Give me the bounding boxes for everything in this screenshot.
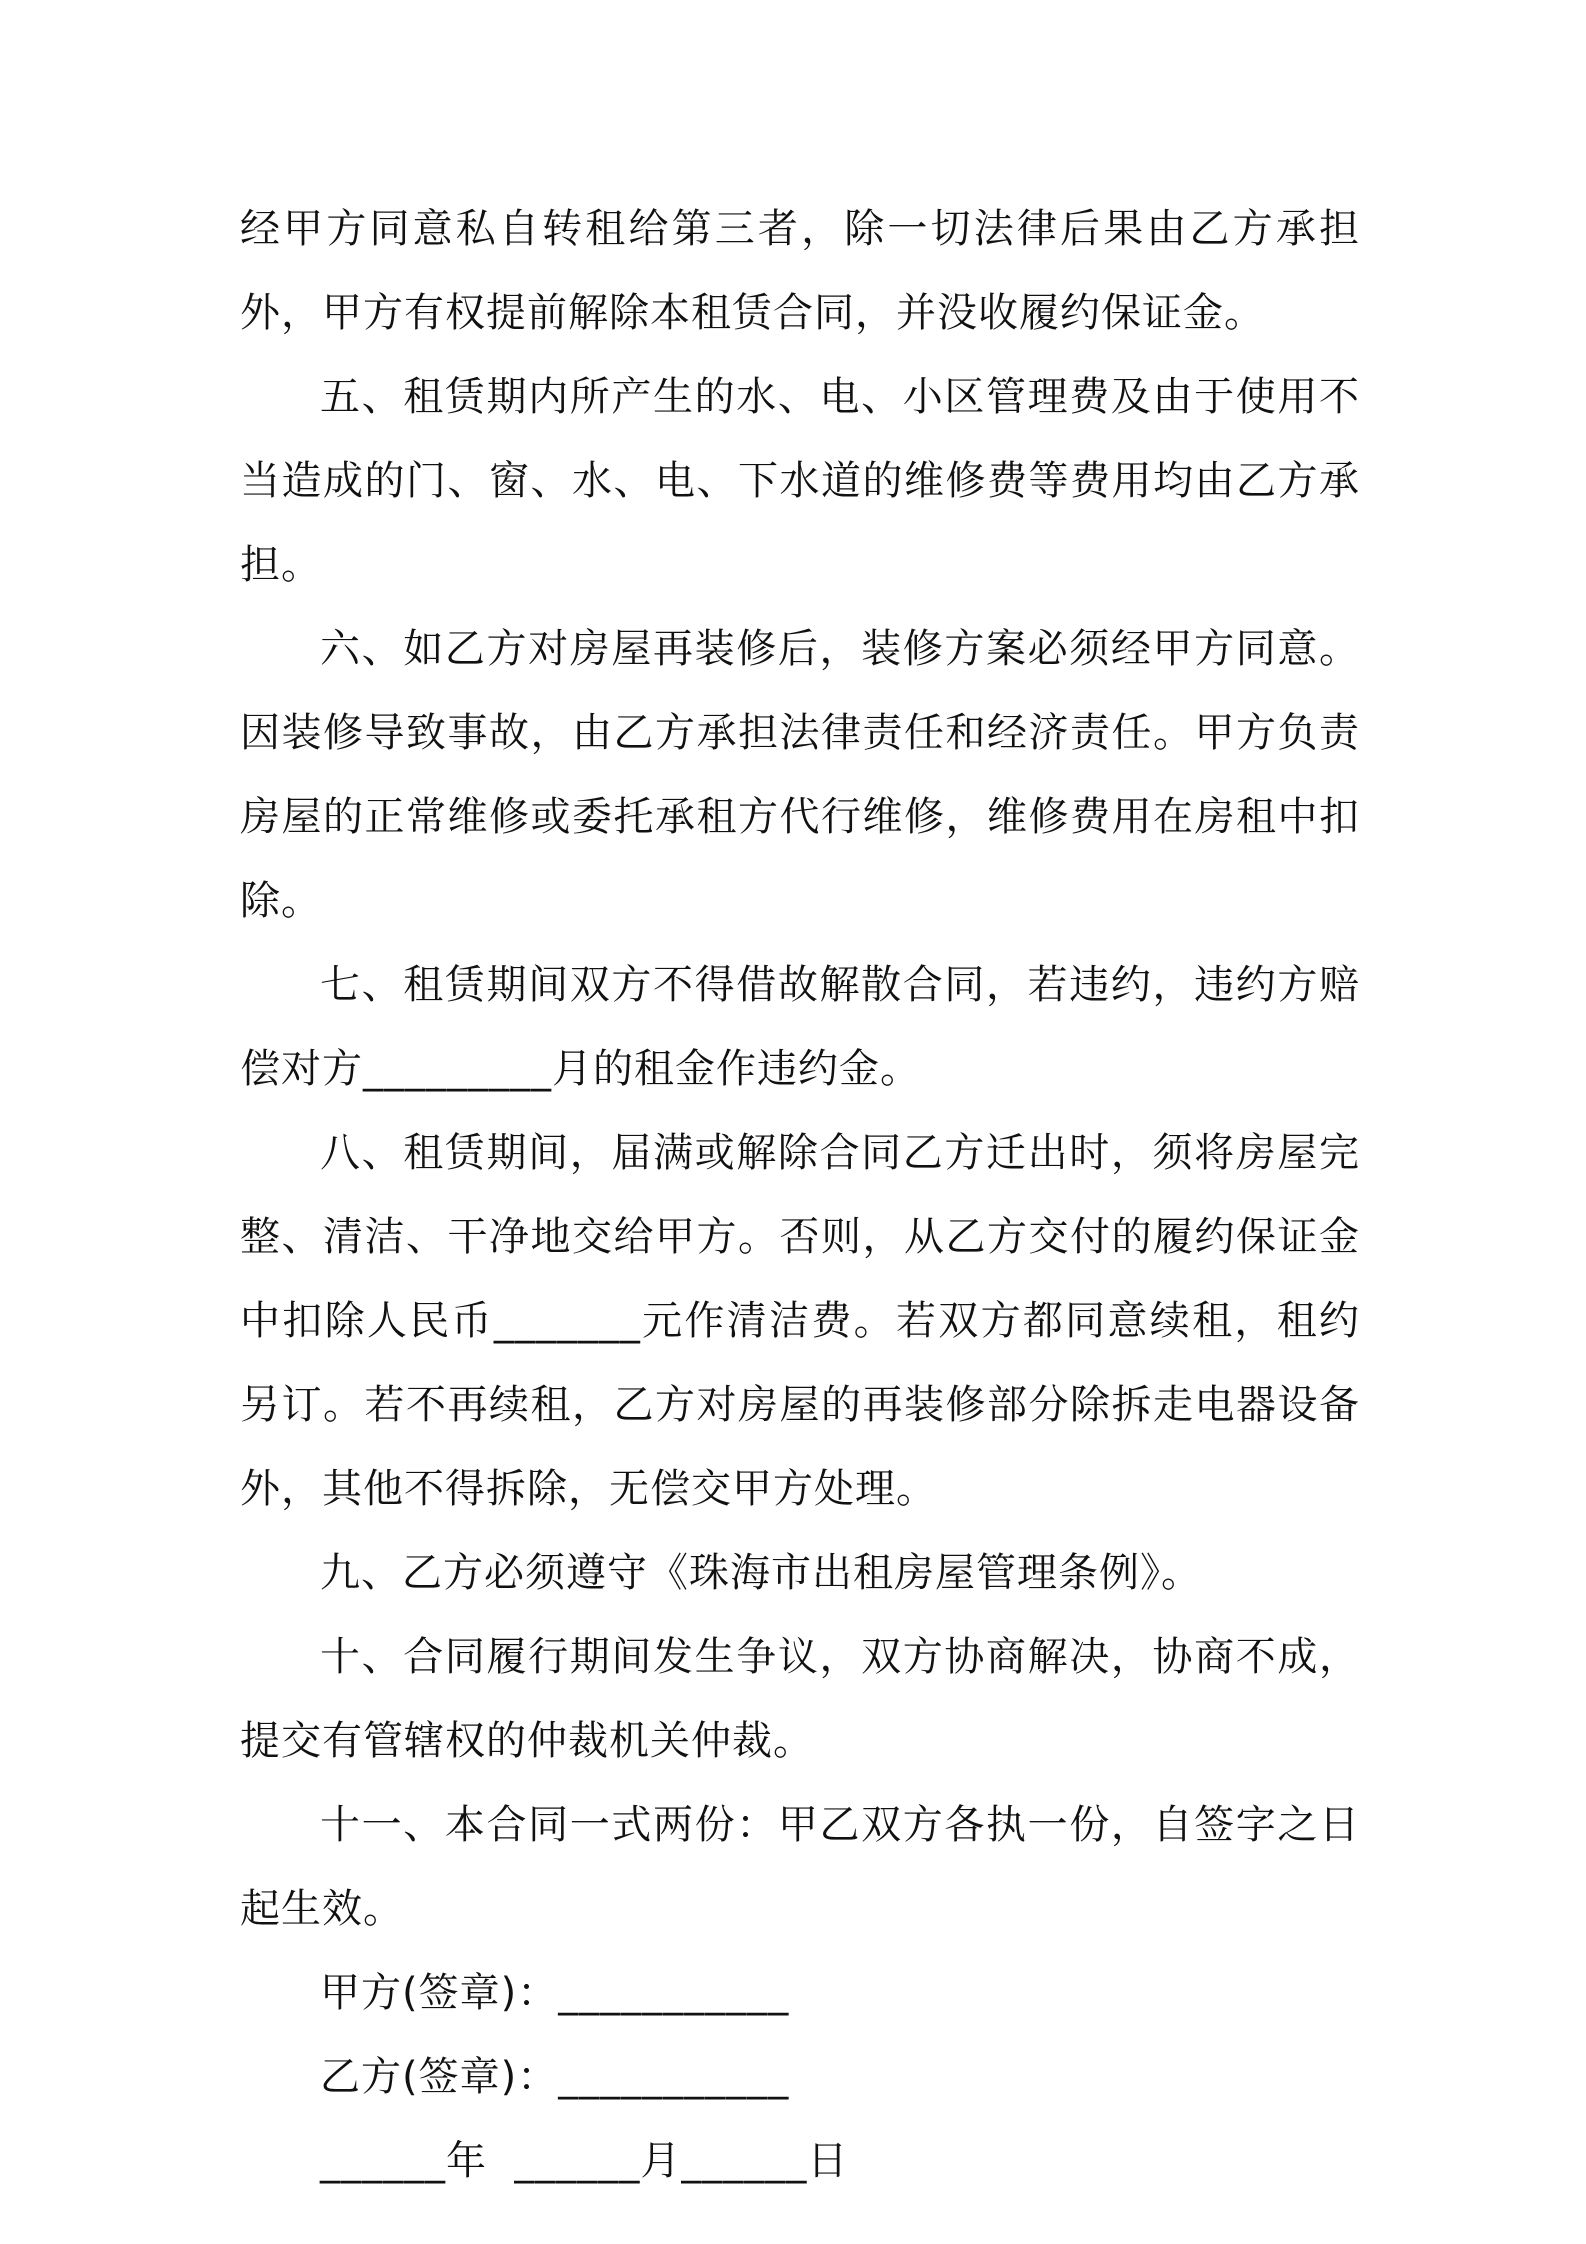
clause-4-continued: 经甲方同意私自转租给第三者，除一切法律后果由乙方承担外，甲方有权提前解除本租赁合同，并没收履约保证金。	[240, 206, 1360, 336]
date-line: ______年 ______月______日	[320, 2138, 849, 2184]
clause-5: 五、租赁期内所产生的水、电、小区管理费及由于使用不当造成的门、窗、水、电、下水道的维修费等费用均由乙方承担。	[240, 374, 1360, 588]
clause-11: 十一、本合同一式两份：甲乙双方各执一份，自签字之日起生效。	[240, 1802, 1360, 1932]
clause-9: 九、乙方必须遵守《珠海市出租房屋管理条例》。	[320, 1550, 1202, 1596]
party-b-signature-line: 乙方(签章)：___________	[320, 2054, 790, 2100]
clause-6: 六、如乙方对房屋再装修后，装修方案必须经甲方同意。因装修导致事故，由乙方承担法律责任和经济责任。甲方负责房屋的正常维修或委托承租方代行维修，维修费用在房租中扣除。	[240, 626, 1360, 924]
party-a-signature-line: 甲方(签章)：___________	[320, 1970, 790, 2016]
document-body	[240, 187, 1360, 2203]
clause-7: 七、租赁期间双方不得借故解散合同，若违约，违约方赔偿对方_________月的租金作违约金。	[240, 962, 1360, 1092]
clause-10: 十、合同履行期间发生争议，双方协商解决，协商不成，提交有管辖权的仲裁机关仲裁。	[240, 1634, 1360, 1764]
clause-8: 八、租赁期间，届满或解除合同乙方迁出时，须将房屋完整、清洁、干净地交给甲方。否则，从乙方交付的履约保证金中扣除人民币_______元作清洁费。若双方都同意续租，租约另订。若不再续租，乙方对房屋的再装修部分除拆走电器设备外，其他不得拆除，无偿交甲方处理。	[240, 1130, 1360, 1512]
